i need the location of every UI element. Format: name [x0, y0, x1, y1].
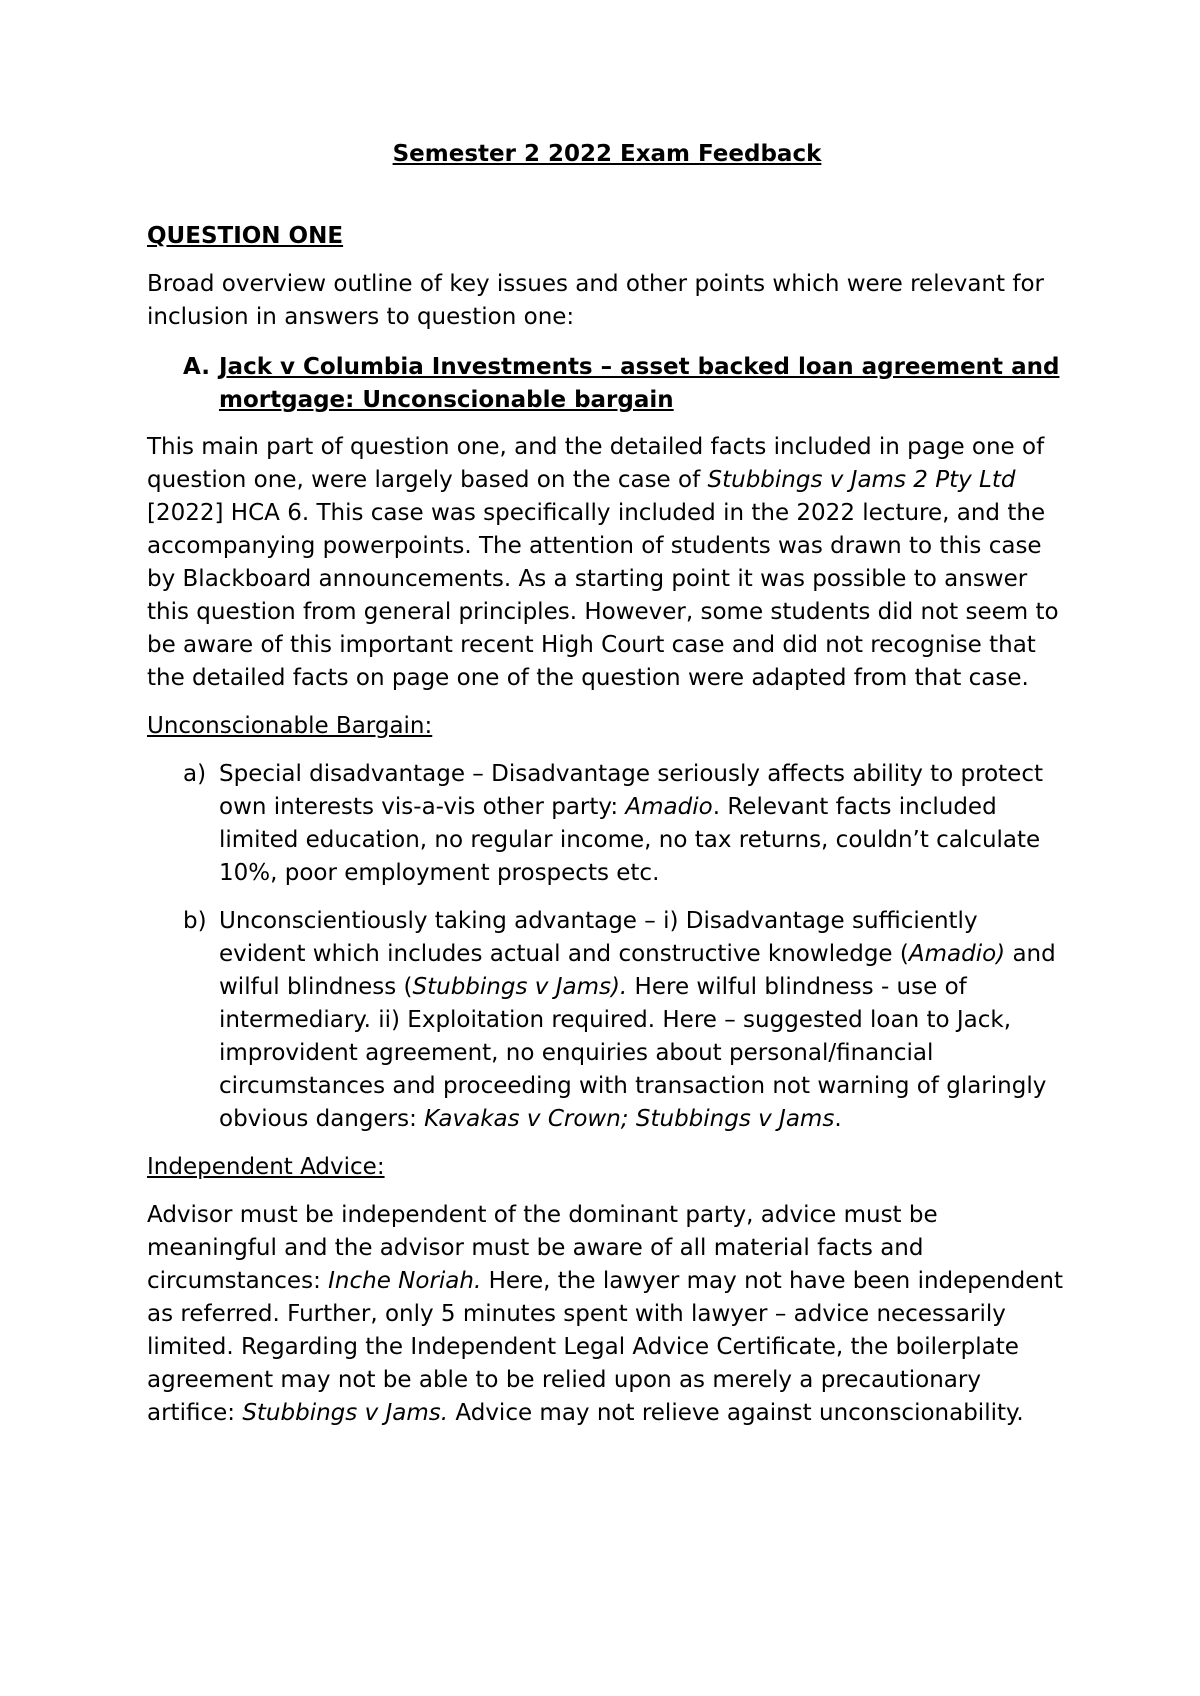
para1-text-2: [2022] HCA 6. This case was specifically included in the 2022 lecture, and the accompanying powerpoints. The attention of students was drawn to this case by Blackboard announcements. As a starting point it was possible to answer this question from general principles. However, some students did not seem to be aware of this important recent High Court case and did not recognise that the detailed facts on page one of the question were adapted from that case.	[147, 500, 1059, 691]
para2-text-3: Advice may not relieve against unconscionability.	[448, 1400, 1024, 1426]
section-a-heading	[147, 351, 1067, 417]
item-a-text-2: . Relevant facts included limited education, no regular income, no tax returns, couldn’t calculate 10%, poor employment prospects etc.	[219, 794, 1041, 886]
list-item-special-disadvantage	[147, 758, 1067, 890]
list-marker-b: b)	[183, 908, 207, 934]
case-name-stubbings: Stubbings v Jams 2 Pty Ltd	[707, 467, 1016, 493]
case-name-amadio: Amadio	[625, 794, 713, 820]
stubbings-case-paragraph	[147, 431, 1067, 695]
list-marker-a: a)	[183, 761, 207, 787]
unconscionable-bargain-subheading: Unconscionable Bargain:	[147, 713, 433, 739]
case-name-inche-noriah: Inche Noriah.	[328, 1268, 482, 1294]
case-name-amadio-2: Amadio)	[908, 941, 1006, 967]
section-a-marker: A.	[183, 354, 210, 380]
intro-paragraph: Broad overview outline of key issues and other points which were relevant for inclusion in answers to question one:	[147, 271, 1044, 330]
independent-advice-paragraph	[147, 1199, 1067, 1430]
list-item-unconscientious-advantage	[147, 905, 1067, 1136]
independent-advice-subheading: Independent Advice:	[147, 1154, 385, 1180]
para1-text-1: This main part of question one, and the detailed facts included in page one of question one, were largely based on the case of	[147, 434, 1045, 493]
item-b-text-1: Unconscientiously taking advantage – i) Disadvantage sufficiently evident which includes actual and constructive knowledge (	[219, 908, 978, 967]
item-b-text-3: Here wilful blindness - use of intermediary. ii) Exploitation required. Here – suggested loan to Jack, improvident agreement, no enquiries about personal/financial circumstances and proceeding with transaction not warning of glaringly obvious dangers:	[219, 974, 1047, 1132]
item-a-text-1: Special disadvantage – Disadvantage seriously affects ability to protect own interests vis-a-vis other party:	[219, 761, 1043, 820]
case-name-kavakas: Kavakas v Crown; Stubbings v Jams	[424, 1106, 835, 1132]
case-name-stubbings-2: Stubbings v Jams).	[412, 974, 628, 1000]
case-name-stubbings-3: Stubbings v Jams.	[242, 1400, 449, 1426]
para2-text-1: Advisor must be independent of the dominant party, advice must be meaningful and the advisor must be aware of all material facts and circumstances:	[147, 1202, 938, 1294]
item-b-text-2: and wilful blindness (	[219, 941, 1056, 1000]
item-b-text-4: .	[834, 1106, 842, 1132]
question-one-heading: QUESTION ONE	[147, 223, 344, 249]
document-title: Semester 2 2022 Exam Feedback	[392, 141, 822, 167]
para2-text-2: Here, the lawyer may not have been independent as referred. Further, only 5 minutes spent with lawyer – advice necessarily limited. Regarding the Independent Legal Advice Certificate, the boilerplate agreement may not be able to be relied upon as merely a precautionary artifice:	[147, 1268, 1063, 1426]
section-a-title: Jack v Columbia Investments – asset backed loan agreement and mortgage: Unconscionable bargain	[219, 354, 1060, 413]
document-page	[147, 138, 1067, 1430]
